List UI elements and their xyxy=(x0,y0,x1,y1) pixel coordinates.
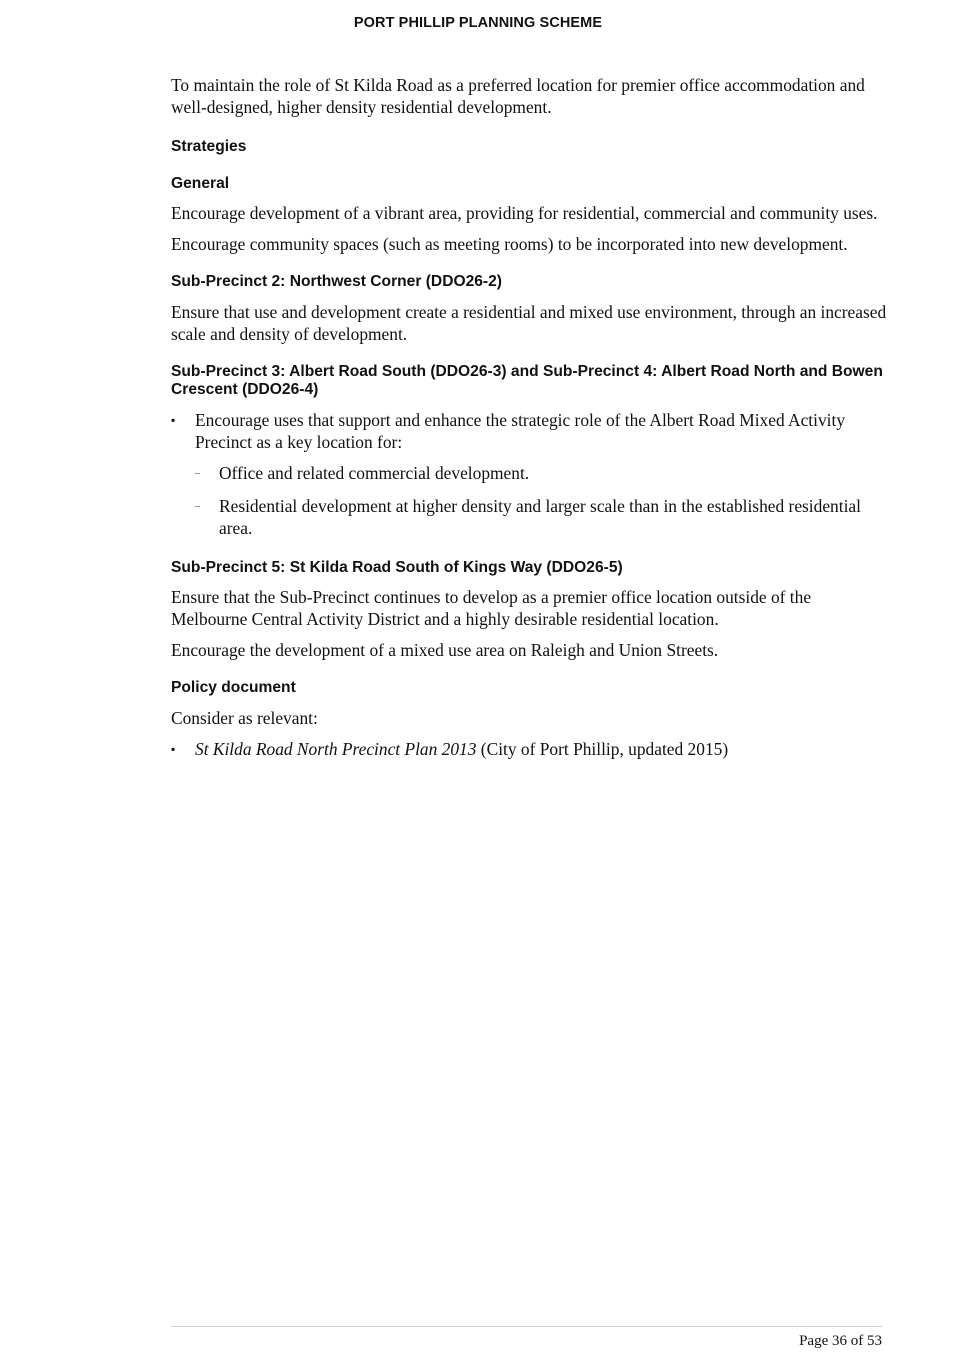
sub-precinct-3-4-heading: Sub-Precinct 3: Albert Road South (DDO26-3) and Sub-Precinct 4: Albert Road North and Bowen Crescent (DDO26-4) xyxy=(171,362,883,398)
page-header: PORT PHILLIP PLANNING SCHEME xyxy=(353,15,603,31)
sub-list-item-text: Residential development at higher density and larger scale than in the established residential area. xyxy=(219,495,861,538)
document-body xyxy=(171,74,887,769)
bullet-marker: ▪ xyxy=(171,412,176,427)
list-item xyxy=(171,738,887,760)
sub-precinct-5-heading: Sub-Precinct 5: St Kilda Road South of Kings Way (DDO26-5) xyxy=(171,558,623,576)
sub-precinct-5-paragraph-2: Encourage the development of a mixed use area on Raleigh and Union Streets. xyxy=(171,640,719,660)
general-heading: General xyxy=(171,174,230,192)
general-paragraph-2: Encourage community spaces (such as meeting rooms) to be incorporated into new development. xyxy=(171,234,848,254)
policy-document-details: (City of Port Phillip, updated 2015) xyxy=(476,738,729,759)
policy-document-heading: Policy document xyxy=(171,679,296,696)
dash-marker: – xyxy=(195,467,200,479)
general-paragraph-1: Encourage development of a vibrant area, providing for residential, commercial and community uses. xyxy=(171,203,878,223)
sub-precinct-5-paragraph-1: Ensure that the Sub-Precinct continues to develop as a premier office location outside of the Melbourne Central Activity District and a highly desirable residential location. xyxy=(171,587,812,629)
footer-divider xyxy=(171,1326,882,1327)
sub-precinct-2-heading: Sub-Precinct 2: Northwest Corner (DDO26-2) xyxy=(171,273,502,290)
sub-list-item-text: Office and related commercial development. xyxy=(219,462,530,483)
sub-precinct-2-paragraph: Ensure that use and development create a residential and mixed use environment, through an increased scale and density of development. xyxy=(171,301,887,344)
bullet-marker: ▪ xyxy=(171,741,176,756)
list-item-text: Encourage uses that support and enhance the strategic role of the Albert Road Mixed Activity Precinct as a key location for: xyxy=(195,409,846,452)
strategies-heading: Strategies xyxy=(171,138,247,155)
sub-list-item xyxy=(171,462,887,484)
dash-marker: – xyxy=(195,500,200,512)
policy-document-title: St Kilda Road North Precinct Plan 2013 xyxy=(195,738,477,759)
intro-paragraph: To maintain the role of St Kilda Road as a preferred location for premier office accommodation and well-designed, higher density residential development. xyxy=(171,75,865,117)
sub-list-item xyxy=(171,495,887,539)
page-number: Page 36 of 53 xyxy=(799,1333,882,1349)
list-item xyxy=(171,409,887,453)
policy-paragraph: Consider as relevant: xyxy=(171,707,318,728)
